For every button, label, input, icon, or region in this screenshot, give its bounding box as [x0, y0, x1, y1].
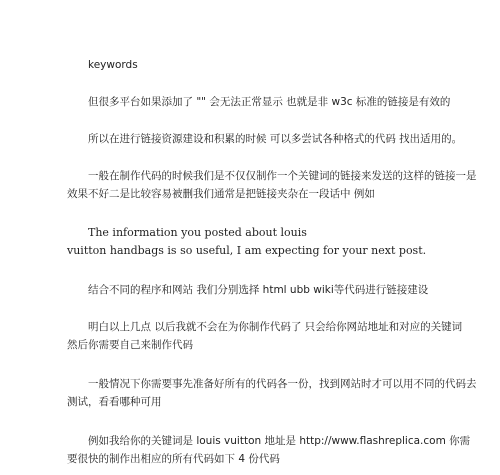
paragraph-example-keyword	[67, 432, 497, 468]
text-line: 明白以上几点 以后我就不会在为你制作代码了 只会给你网站地址和对应的关键词	[88, 321, 463, 333]
text-line: 要很快的制作出相应的所有代码如下 4 份代码	[67, 453, 280, 465]
text-line: 所以在进行链接资源建设和积累的时候 可以多尝试各种格式的代码 找出适用的。	[88, 133, 463, 145]
text-line: 测试，看看哪种可用	[67, 396, 162, 408]
paragraph-format-tip	[67, 130, 497, 148]
text-line: keywords	[88, 59, 138, 71]
text-line: 结合不同的程序和网站 我们分别选择 html ubb wiki等代码进行链接建设	[88, 284, 429, 296]
text-line: vuitton handbags is so useful, I am expecting for your next post.	[67, 244, 427, 257]
paragraph-keywords	[67, 56, 497, 74]
text-line: 然后你需要自己来制作代码	[67, 339, 193, 351]
paragraph-w3c-note	[67, 93, 497, 111]
paragraph-code-types	[67, 281, 497, 299]
text-line: 但很多平台如果添加了 "" 会无法正常显示 也就是非 w3c 标准的链接是有效的	[88, 96, 451, 108]
paragraph-example-sentence	[67, 224, 497, 260]
text-line: 一般情况下你需要事先准备好所有的代码各一份，找到网站时才可以用不同的代码去	[88, 378, 477, 390]
text-line: 效果不好二是比较容易被删我们通常是把链接夹杂在一段话中 例如	[67, 188, 375, 200]
text-line: 例如我给你的关键词是 louis vuitton 地址是 http://www.flashreplica.com 你需	[88, 435, 471, 447]
text-line: The information you posted about louis	[88, 226, 307, 239]
paragraph-self-made-code	[67, 318, 497, 354]
paragraph-prepare-code	[67, 375, 497, 411]
paragraph-link-embedding	[67, 167, 497, 203]
text-line: 一般在制作代码的时候我们是不仅仅制作一个关键词的链接来发送的这样的链接一是	[88, 170, 477, 182]
